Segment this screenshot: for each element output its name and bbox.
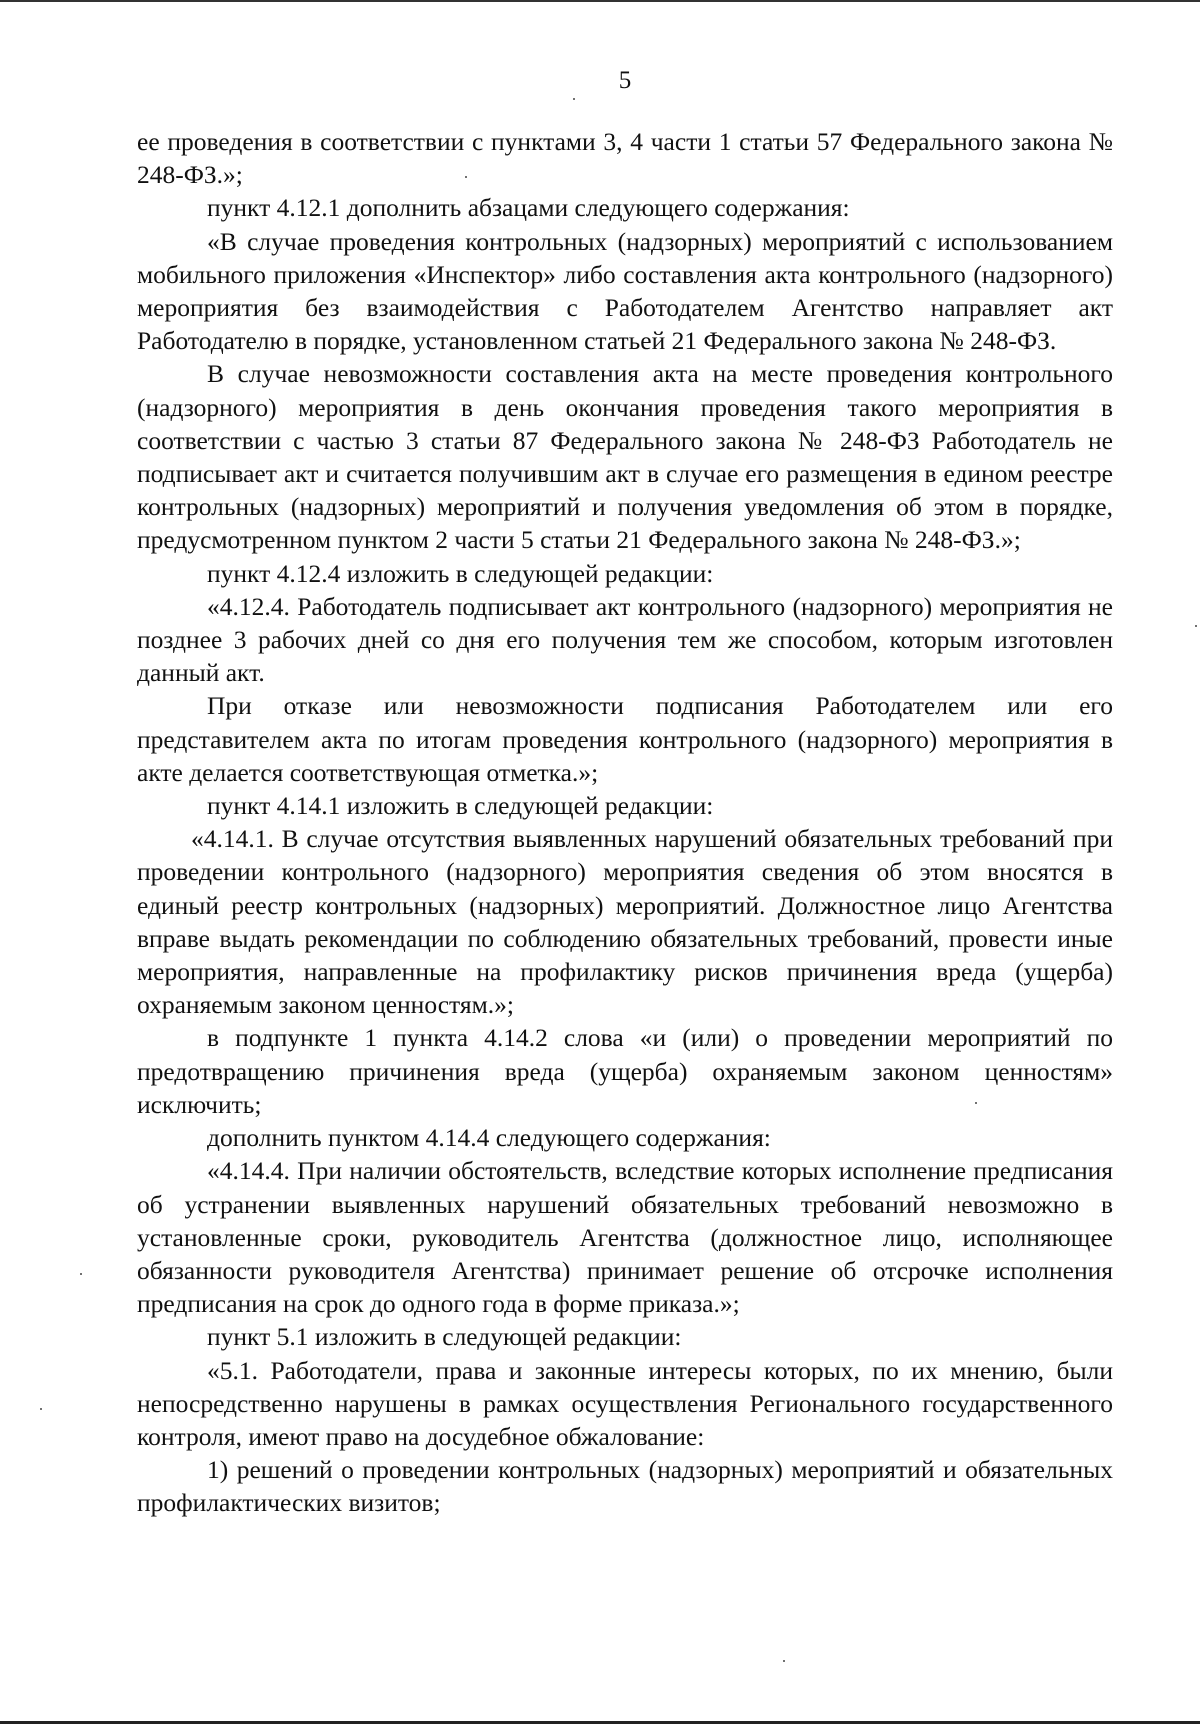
- scan-speck: [783, 1660, 785, 1662]
- document-body: [137, 125, 1113, 1520]
- paragraph: пункт 4.12.4 изложить в следующей редакции:: [207, 558, 714, 588]
- scan-speck: [1195, 625, 1197, 627]
- scan-speck: [80, 1273, 82, 1275]
- paragraph: При отказе или невозможности подписания Работодателем или его представителем акта по итогам проведения контрольного (надзорного) мероприятия в акте делается соответствующая отметка.»;: [137, 691, 1113, 787]
- paragraph: В случае невозможности составления акта на месте проведения контрольного (надзорного) мероприятия в день окончания проведения такого мероприятия в соответствии с частью 3 статьи 87 Федерального закона № 248-ФЗ Работодатель не подписывает акт и считается получившим акт в случае его размещения в едином реестре контрольных (надзорных) мероприятий и получения уведомления об этом в порядке, предусмотренном пунктом 2 части 5 статьи 21 Федерального закона № 248-ФЗ.»;: [137, 359, 1113, 555]
- scan-speck: [40, 1408, 42, 1410]
- paragraph: «4.14.1. В случае отсутствия выявленных нарушений обязательных требований при проведении контрольного (надзорного) мероприятия сведения об этом вносятся в единый реестр контрольных (надзорных) мероприятий. Должностное лицо Агентства вправе выдать рекомендации по соблюдению обязательных требований, провести иные мероприятия, направленные на профилактику рисков причинения вреда (ущерба) охраняемым законом ценностям.»;: [137, 824, 1113, 1020]
- scan-speck: [465, 176, 467, 178]
- paragraph: «4.14.4. При наличии обстоятельств, вследствие которых исполнение предписания об устранении выявленных нарушений обязательных требований невозможно в установленные сроки, руководитель Агентства (должностное лицо, исполняющее обязанности руководителя Агентства) принимает решение об отсрочке исполнения предписания на срок до одного года в форме приказа.»;: [137, 1156, 1113, 1319]
- paragraph: «В случае проведения контрольных (надзорных) мероприятий с использованием мобильного приложения «Инспектор» либо составления акта контрольного (надзорного) мероприятия без взаимодействия с Работодателем Агентство направляет акт Работодателю в порядке, установленном статьей 21 Федерального закона № 248-ФЗ.: [137, 226, 1113, 356]
- paragraph: 1) решений о проведении контрольных (надзорных) мероприятий и обязательных профилактических визитов;: [137, 1455, 1113, 1518]
- page-number: 5: [618, 67, 632, 94]
- paragraph: дополнить пунктом 4.14.4 следующего содержания:: [207, 1123, 771, 1153]
- paragraph: в подпункте 1 пункта 4.14.2 слова «и (или) о проведении мероприятий по предотвращению причинения вреда (ущерба) охраняемым законом ценностям» исключить;: [137, 1023, 1113, 1119]
- paragraph: пункт 4.14.1 изложить в следующей редакции:: [207, 791, 714, 821]
- paragraph: «5.1. Работодатели, права и законные интересы которых, по их мнению, были непосредственно нарушены в рамках осуществления Регионального государственного контроля, имеют право на досудебное обжалование:: [137, 1355, 1113, 1451]
- paragraph: ее проведения в соответствии с пунктами 3, 4 части 1 статьи 57 Федерального закона № 248-ФЗ.»;: [137, 127, 1113, 190]
- paragraph: пункт 4.12.1 дополнить абзацами следующего содержания:: [207, 193, 850, 223]
- page-top-edge: [0, 0, 1200, 2]
- paragraph: «4.12.4. Работодатель подписывает акт контрольного (надзорного) мероприятия не позднее 3 рабочих дней со дня его получения тем же способом, которым изготовлен данный акт.: [137, 591, 1113, 688]
- paragraph: пункт 5.1 изложить в следующей редакции:: [207, 1322, 682, 1352]
- scan-speck: [573, 98, 575, 100]
- scan-speck: [975, 1102, 977, 1104]
